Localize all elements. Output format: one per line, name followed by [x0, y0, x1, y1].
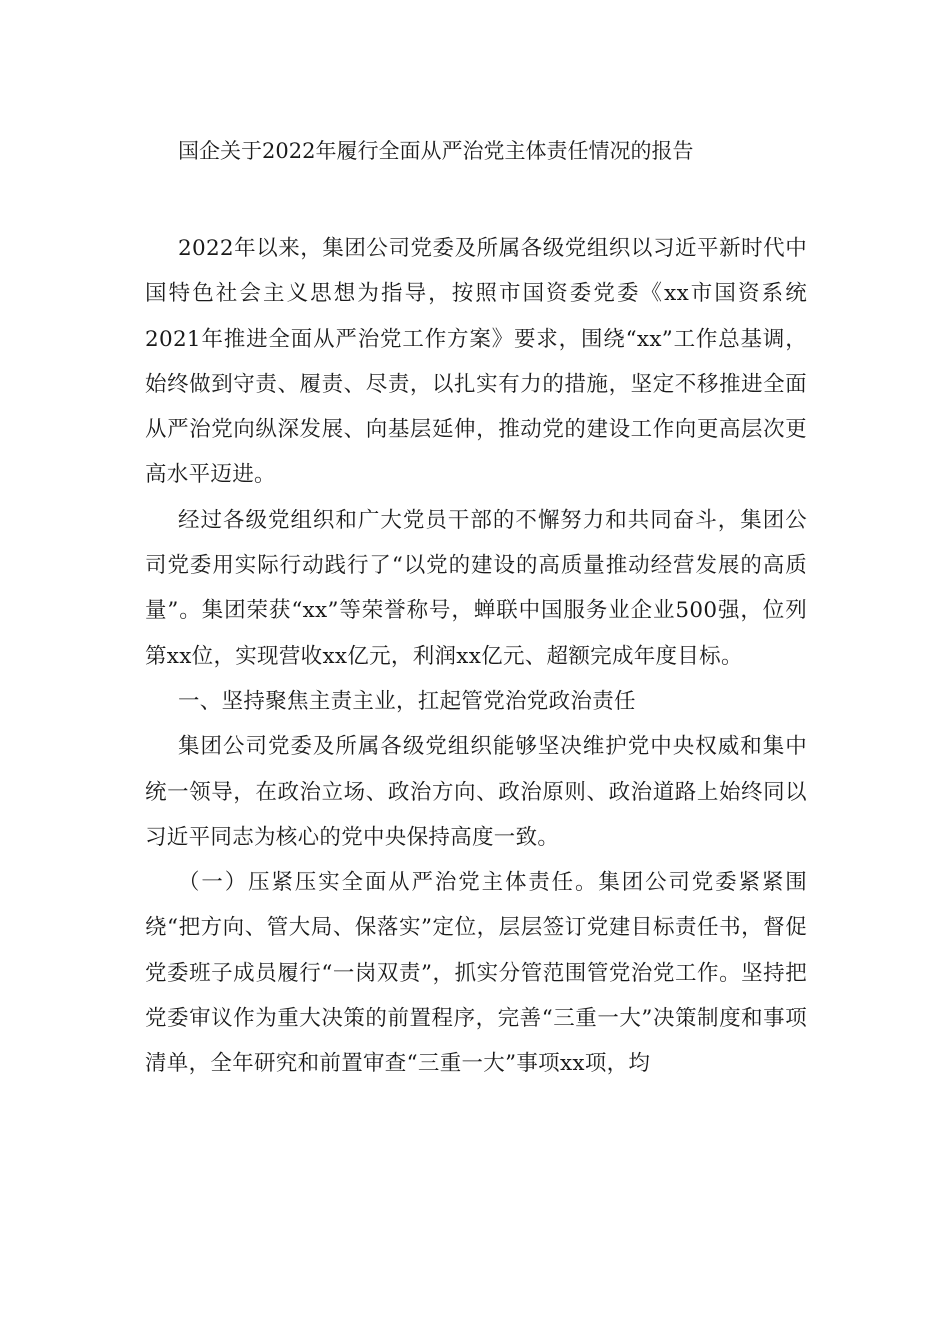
- document-title: 国企关于2022年履行全面从严治党主体责任情况的报告: [178, 139, 694, 163]
- paragraph-achievements: 经过各级党组织和广大党员干部的不懈努力和共同奋斗，集团公司党委用实际行动践行了“以党的建设的高质量推动经营发展的高质量”。集团荣获“xx”等荣誉称号，蝉联中国服务业企业500强，位列第xx位，实现营收xx亿元，利润xx亿元、超额完成年度目标。: [145, 507, 807, 669]
- paragraph-intro: 2022年以来，集团公司党委及所属各级党组织以习近平新时代中国特色社会主义思想为指导，按照市国资委党委《xx市国资系统2021年推进全面从严治党工作方案》要求，围绕“xx”工作总基调，始终做到守责、履责、尽责，以扎实有力的措施，坚定不移推进全面从严治党向纵深发展、向基层延伸，推动党的建设工作向更高层次更高水平迈进。: [145, 236, 807, 488]
- section-heading-1: 一、坚持聚焦主责主业，扛起管党治党政治责任: [178, 688, 636, 714]
- paragraph-section-1-intro: 集团公司党委及所属各级党组织能够坚决维护党中央权威和集中统一领导，在政治立场、政治方向、政治原则、政治道路上始终同以习近平同志为核心的党中央保持高度一致。: [145, 734, 807, 850]
- paragraph-section-1-item-1: （一）压紧压实全面从严治党主体责任。集团公司党委紧紧围绕“把方向、管大局、保落实”定位，层层签订党建目标责任书，督促党委班子成员履行“一岗双责”，抓实分管范围管党治党工作。坚持把党委审议作为重大决策的前置程序，完善“三重一大”决策制度和事项清单，全年研究和前置审查“三重一大”事项xx项，均: [145, 870, 807, 1077]
- document-body: [145, 226, 807, 1087]
